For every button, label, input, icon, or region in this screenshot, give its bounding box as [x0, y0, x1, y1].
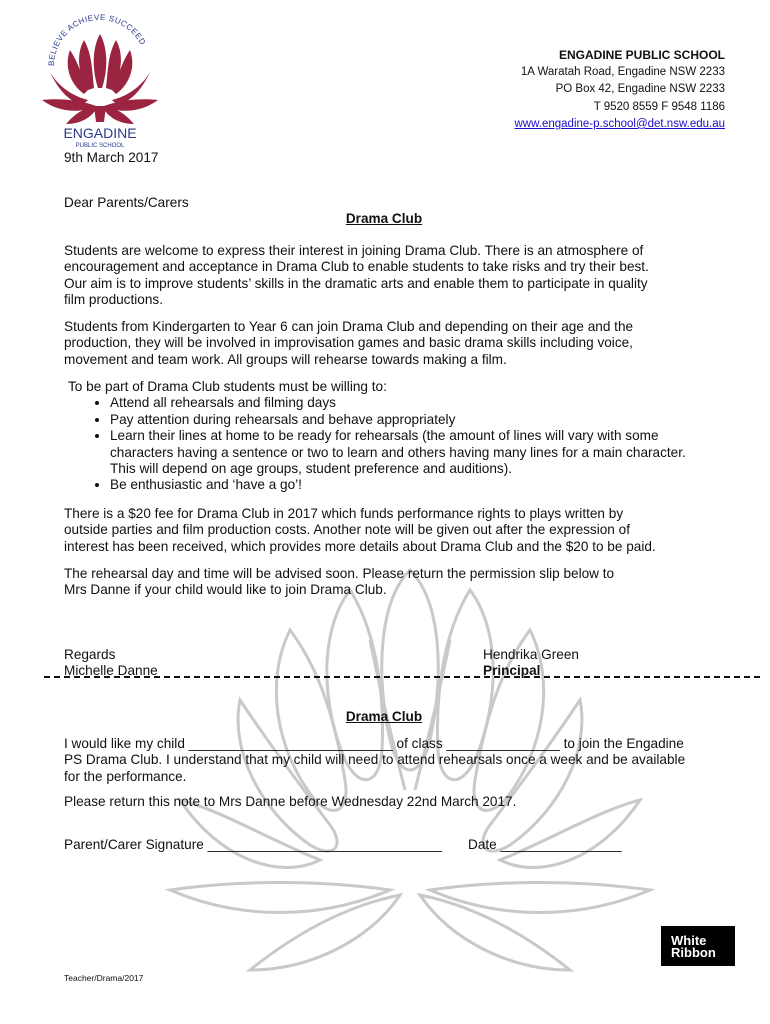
logo-subtitle: PUBLIC SCHOOL [75, 143, 125, 149]
school-logo [36, 14, 164, 150]
text-line: The rehearsal day and time will be advised soon. Please return the permission slip below to [64, 566, 615, 581]
paragraph-fee [64, 506, 724, 555]
text-line: Students from Kindergarten to Year 6 can join Drama Club and depending on their age and the [64, 319, 634, 334]
text-line: production, they will be involved in improvisation games and basic drama skills including voice, [64, 335, 633, 351]
sender-signoff [64, 647, 158, 680]
text-line: film productions. [64, 292, 163, 308]
list-item: • Be enthusiastic and ‘have a go’! [110, 477, 728, 493]
badge-line: White [671, 933, 707, 948]
text-line: interest has been received, which provides more details about Drama Club and the $20 to be paid. [64, 538, 656, 554]
principal-title: Principal [483, 663, 541, 679]
principal-signoff [483, 647, 579, 680]
text-line: for the performance. [64, 768, 187, 784]
slip-return-note: Please return this note to Mrs Danne before Wednesday 22nd March 2017. [64, 794, 517, 809]
text-line: Students are welcome to express their interest in joining Drama Club. There is an atmosphere of [64, 243, 644, 258]
text-line: Mrs Danne if your child would like to join Drama Club. [64, 582, 387, 598]
text-line: PS Drama Club. I understand that my child will need to attend rehearsals once a week and be available [64, 752, 686, 768]
text-line: encouragement and acceptance in Drama Club to enable students to take risks and try their best. [64, 259, 649, 275]
list-item: • Attend all rehearsals and filming days [110, 395, 728, 411]
street-address: 1A Waratah Road, Engadine NSW 2233 [520, 66, 725, 79]
paragraph-return [64, 566, 724, 599]
logo-motto: BELIEVE ACHIEVE SUCCEED [46, 14, 148, 67]
school-name: ENGADINE PUBLIC SCHOOL [558, 48, 725, 62]
slip-consent [64, 736, 724, 785]
list-item: • Learn their lines at home to be ready for rehearsals (the amount of lines will vary with some characters having a sentence or two to learn and others having many lines for a main character. This will depend on age groups, student preference and auditions). [110, 428, 728, 477]
date-field[interactable]: Date ________________ [468, 837, 622, 852]
text-line: There is a $20 fee for Drama Club in 2017 which funds performance rights to plays written by [64, 506, 624, 521]
letter-date: 9th March 2017 [64, 150, 159, 165]
email-link[interactable]: www.engadine-p.school@det.nsw.edu.au [514, 117, 725, 130]
document-code: Teacher/Drama/2017 [64, 973, 144, 983]
po-box: PO Box 42, Engadine NSW 2233 [555, 83, 725, 96]
regards: Regards [64, 647, 116, 662]
cut-line-divider [44, 676, 760, 678]
letter-title: Drama Club [345, 211, 423, 226]
badge-line: Ribbon [671, 945, 716, 960]
list-item: • Pay attention during rehearsals and behave appropriately [110, 412, 728, 428]
white-ribbon-badge [661, 926, 735, 966]
phone-fax: T 9520 8559 F 9548 1186 [593, 100, 725, 113]
school-address-block [514, 47, 725, 133]
logo-name: ENGADINE [63, 125, 137, 141]
salutation: Dear Parents/Carers [64, 195, 189, 210]
slip-title: Drama Club [345, 709, 423, 724]
text-line: outside parties and film production costs. Another note will be given out after the expression of [64, 522, 630, 538]
requirements-list [68, 379, 728, 494]
signature-field[interactable]: Parent/Carer Signature _______________________________ [64, 837, 442, 852]
text-line: movement and team work. All groups will rehearse towards making a film. [64, 351, 507, 367]
child-class-field[interactable]: I would like my child ___________________________ of class _______________ to join the Engadine [64, 736, 684, 751]
paragraph-intro [64, 243, 724, 309]
text-line: Our aim is to improve students’ skills in the dramatic arts and enable them to participate in quality [64, 275, 648, 291]
principal-name: Hendrika Green [483, 647, 579, 662]
sender-name: Michelle Danne [64, 663, 158, 679]
paragraph-groups [64, 319, 724, 368]
list-intro: To be part of Drama Club students must be willing to: [68, 379, 387, 394]
